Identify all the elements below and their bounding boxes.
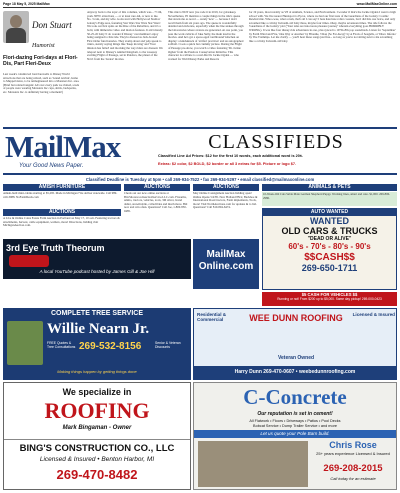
section-animals: ANIMALS & PETS: [262, 184, 397, 191]
scrap-sub: Running or not! From $200 up to $5,000. Same day pickup! 269-000-0423: [277, 297, 382, 301]
column-text-2: Anyway back to the topic of this columns, which was... 7! Oh, yeah. NEW attractions — or at least rare-ish, or new to me. No. 3 rain, and my wife. Gotta start with Hollywood Studios' Galaxy's Edge area, featuring Star Wars Star Wars Star Wars! We took our first spins on the Rise of the Rebellion, and it's a bold, with immersive video and motion features. It ain't merely 50-25-45 baby! I do wonder if Disney 'cast members' enjoy being assigned to this ride. They're dressed as Jack-booted First Order functionaries. They stomp about and yelp speak to riders, sternly saying things like 'Keep moving' and 'Your mission has failed' and mocking the way riders are dressed. We teleport next to Disney's Animal Kingdom, to the waaaaay exciting Flight of Passage, set in Pandora, the planet of the Na'vi from the 'Avatar' movies.: [87, 11, 163, 61]
tree-free: FREE Quotes & Tree Consultations: [47, 341, 76, 349]
tree-photo: [7, 321, 43, 365]
bings-sub: Licensed & Insured • Benton Harbor, MI: [39, 456, 155, 463]
auction-ad-3: A Live & Online Coins Estate Farm Auction in Portland on May 17, 10 a.m. Featuring tractors & attachments, harvest, cattle equipment, welders, more! Directions, bidding visit MichiganAuction.com.: [3, 217, 120, 228]
dunn-lic: Licensed & Insured: [352, 312, 395, 317]
section-auctions-1: AUCTIONS: [124, 184, 190, 191]
tree-phone: 269-532-8156: [79, 341, 142, 352]
podcast-ad: [3, 239, 191, 279]
author-name: Don Stuart: [32, 20, 72, 30]
price-line: Classified Line Ad Prices: $12 for the first 10 words, each additional word is 20¢.: [158, 154, 304, 158]
tree-title: COMPLETE TREE SERVICE: [50, 310, 144, 317]
scrap-title: $5 CASH FOR VEHICLES $$: [301, 292, 358, 297]
dunn-name: WEE DUNN ROOFING: [249, 313, 343, 323]
section-auctions-2: AUCTIONS: [193, 184, 259, 191]
column-title: Flori-dazing Fori-days at Flori-Dis, Part Fleri-Deux: [3, 55, 78, 67]
section-amish: AMISH FURNITURE: [3, 184, 121, 191]
cc-rose: Chris Rose: [329, 440, 377, 450]
column-text-1: Last week's column led fond farewells to Disney World attractions that are being retired, such as 'Grand Arvinn', home to Muppetvision, to be reimagineered into a Monsters Inc. area. (Brief but related tangent: All over every park we visited, scads of people were wearing Monsters Inc caps, shirts, backpacks, etc. Monsters Inc. is definitely having a moment!): [3, 73, 80, 94]
tree-senior: Senior & Veteran Discounts: [155, 341, 181, 349]
podcast-subtitle: A local YouTube podcast hosted by James Gill & Joe Hill: [39, 269, 155, 274]
cc-list: All Flatwork • Floors • Driveways • Patios • Pool Decks: [249, 419, 341, 423]
mailmax-logo: MailMax: [5, 129, 121, 164]
tree-motto: Making things happen by getting things done: [57, 369, 137, 374]
animals-ad: 10-Week-Old Cuts Sable Male German Shepherd Puppy. Working lines, smart and cute. $1,000. 269-806-2986.: [262, 192, 397, 206]
cc-phone: 269-208-2015: [323, 463, 383, 474]
extras-line: Extras: $2 color, $2 BOLD, $2 border or all 3 extras for $5. Picture or logo $7.: [158, 162, 297, 166]
years-label: 60's - 70's - 80's - 90's: [288, 242, 371, 251]
wanted-label: WANTED: [310, 216, 349, 226]
mailmax-online-ad: MailMax Online.com: [193, 239, 259, 289]
auction-ad-2: May Online Consignment Auction bidding open! Online Opens 5/4/85. New Holland 8N/2, Backhoe & International Road tractors, Farm implements, Tools, more! Visit NorthAuctions.com for updates & to bid. Questions? Call 810-804-6474.: [193, 192, 258, 210]
column-text-3: This ride is NOT new (we rode it in 2019, for gobsakes). Nevertheless, I'll mention a couple things in the ride's queue that struck me as novel — surely 'new' — because I don't recall them from six years ago. The queue is wonderfully detailed and elaborate, especially when the line snakes through the laboratories where avatars are generated. At one point, you pass the work cubicle of Jake Sully, the main lead in the movies. And he's got a space-aged 'earthbound' kitschen on display: a knickknack of 'artifact practices' and an autographed softball. I took a quick but crummy picture. During the Flight of Passage pre-show, you watch a video featuring 'Dr. Jackie Ogden' from the Pandora Conservation Initiative. This character is a tribute to a real-life Dr. Jackie Ogden — who worked for Walt Disney Parks and Resorts: [168, 11, 244, 61]
scrap-ad: [262, 292, 397, 306]
cc-photo: [198, 441, 308, 487]
deadline-line: Classified Deadline is Tuesday at 5pm • call 269-934-7522 • fax 269-934-5297 • email classified@mailmaxonline.com: [85, 177, 315, 182]
dunn-res: Residential & Commercial: [197, 312, 227, 322]
tree-service-ad: [3, 308, 191, 380]
dunn-phone: Harry Dunn 269-470-0607 • weebedunnroofing.com: [194, 366, 396, 379]
roof-owner: Mark Bingaman - Owner: [62, 425, 132, 431]
cc-tag: Our reputation is set in cement!: [257, 411, 333, 417]
classifieds-banner: [3, 127, 397, 175]
column-text-4: for 19 years, most notably as VP of Animals, Science, and Environment. I wonder if that's the Jackie Ogden I went to high school with. We live nearer Huntsport to Epcot, where we had our first taste of the Guardians of the Galaxy: Cosmic Rewind ride. Whoo-wee, what a rush, that's all I can say! I hate hate hate roller coasters, but I did this one twice, and only screamed like a colicky 9-month-old baby three, maybe four times. Okay, maybe seventeen times. The ride follows the 'Guardians of the Galaxy' plot ('Your tales are innocuous pleasure journey' wherein everything goes HORRIBLY WRONG). It was like four disney ride adventures in one, plus synced to 1970s-80s pop soundtrack. Listen for 'September' by Earth Wind and Fire, 'One Way or Another' by Blondie, 'I Ran (So Far Away)' by A Flock of Seagulls, or 'Disco Inferno' by The Trammps. Let me clarify — you'll hear these songs just fine... as long as you're not sitting next to me screaming like a colicky 9-month-old baby.: [249, 11, 397, 43]
section-auto: AUTO WANTED: [263, 209, 396, 216]
podcast-title: 3rd Eye Truth Theorum: [6, 243, 105, 253]
old-cars-label: OLD CARS & TRUCKS: [281, 226, 378, 236]
amish-ad: Amish-built mini-cabins starting at $5,295. Made in Michigan! We deliver statewide. Call 989-410-3988. NoFarmDeals.com: [3, 192, 118, 199]
dunn-vet: Veteran Owned: [277, 355, 315, 361]
cash-label: $$CASH$$: [304, 252, 355, 263]
roof-spec: We specialize in: [62, 387, 132, 397]
tree-name: Willie Nearn Jr.: [47, 321, 150, 337]
classifieds-title: CLASSIFIEDS: [208, 131, 344, 153]
concrete-ad: [193, 382, 397, 490]
youtube-icon: [9, 255, 49, 267]
auto-phone: 269-650-1711: [301, 263, 358, 273]
cc-list-2: Bobcat Service • Dump Trailer Service • and more: [253, 424, 337, 428]
dead-or-alive: "DEAD OR ALIVE": [307, 236, 352, 242]
author-tag: Humorist: [32, 43, 55, 49]
roof-word: ROOFING: [44, 398, 150, 423]
section-auctions-3: AUCTIONS: [3, 209, 121, 216]
bings-roofing-ad: [3, 382, 191, 490]
page-header-left: Page 18 May 5, 2025 MailMax: [3, 2, 50, 6]
bings-name: BING'S CONSTRUCTION CO., LLC: [19, 443, 175, 454]
cc-pole: Let us quote your Pole Barn build.: [194, 430, 396, 438]
cc-exp: 25+ years experience Licensed & Insured: [316, 451, 390, 456]
tagline: Your Good News Paper.: [19, 163, 84, 169]
cc-call: Call today for an estimate: [330, 476, 376, 481]
auto-wanted-ad: [262, 208, 397, 290]
page-header-right: www.MailMaxOnline.com: [356, 2, 397, 6]
bings-phone: 269-470-8482: [56, 467, 138, 482]
header-rule: [3, 7, 397, 8]
author-photo: [3, 11, 29, 43]
dunn-roofing-ad: [193, 308, 397, 380]
cc-title: C-Concrete: [243, 385, 347, 409]
auction-ad-1: Check out our new online auctions at Bid.ShorewoodAuctionService.LLC.com. Firearms, ammo, tractors, vehicles, tools, 3M silver, brand dailer, snowmobile, collectibles and much more. Bid now and win often. Questions? Call Joe, 1-800-850-0485.: [124, 192, 188, 213]
